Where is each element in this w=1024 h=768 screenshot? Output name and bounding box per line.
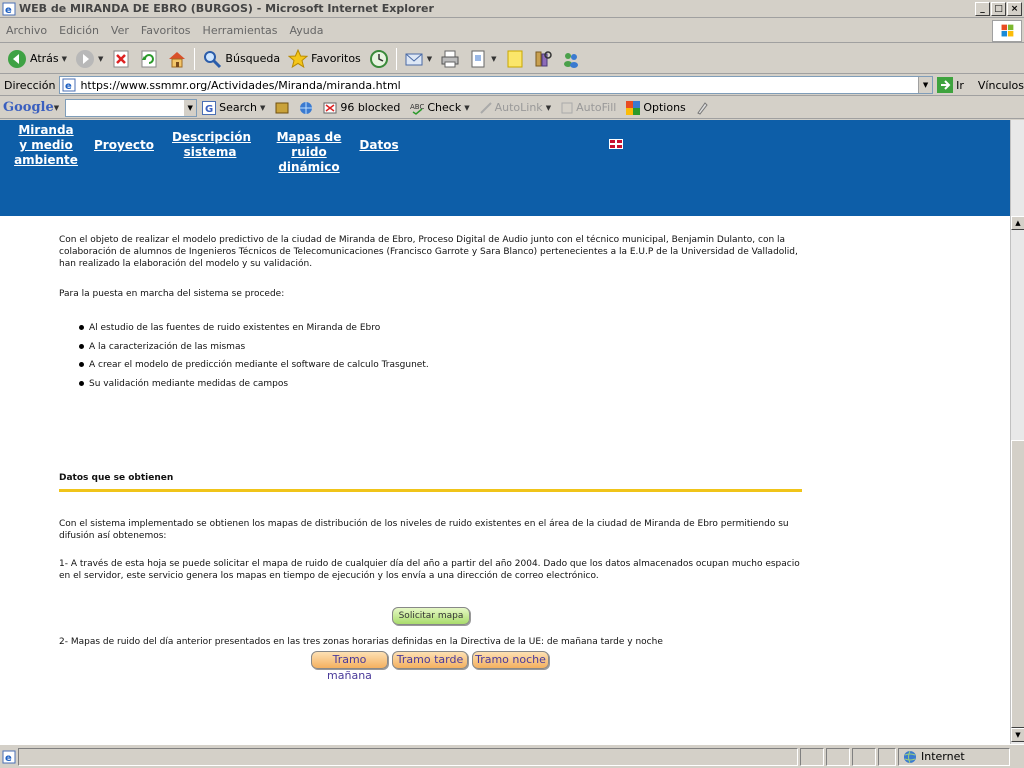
mail-icon bbox=[404, 49, 424, 69]
google-options-icon bbox=[626, 101, 640, 115]
spellcheck-button[interactable]: ABC Check ▼ bbox=[410, 101, 470, 114]
chevron-down-icon[interactable]: ▼ bbox=[918, 77, 932, 93]
list-item: A la caracterización de las mismas bbox=[59, 341, 429, 360]
menu-ver[interactable]: Ver bbox=[110, 24, 129, 37]
stop-button[interactable] bbox=[107, 47, 135, 71]
print-button[interactable] bbox=[436, 47, 464, 71]
search-button[interactable]: Búsqueda bbox=[198, 47, 284, 71]
chevron-down-icon[interactable]: ▼ bbox=[98, 54, 104, 63]
svg-text:e: e bbox=[65, 81, 73, 92]
window-title: WEB de MIRANDA DE EBRO (BURGOS) - Microsoft Internet Explorer bbox=[19, 2, 434, 15]
list-item: Al estudio de las fuentes de ruido existentes en Miranda de Ebro bbox=[59, 322, 429, 341]
svg-text:G: G bbox=[205, 103, 214, 115]
menu-ayuda[interactable]: Ayuda bbox=[289, 24, 324, 37]
scrollbar-thumb[interactable] bbox=[1011, 440, 1024, 728]
google-toolbar bbox=[0, 97, 1024, 119]
autolink-button[interactable]: AutoLink ▼ bbox=[475, 101, 556, 114]
status-cell bbox=[878, 748, 896, 766]
globe-icon bbox=[903, 750, 917, 764]
nav-datos[interactable]: Datos bbox=[359, 138, 399, 152]
status-cell bbox=[800, 748, 824, 766]
web-page bbox=[0, 120, 1010, 744]
vertical-scrollbar[interactable] bbox=[1010, 120, 1024, 744]
mail-button[interactable] bbox=[400, 47, 436, 71]
svg-text:ABC: ABC bbox=[410, 102, 425, 111]
chevron-down-icon[interactable]: ▼ bbox=[53, 103, 60, 112]
item-1-text: 1- A través de esta hoja se puede solicitar el mapa de ruido de cualquier día del año a partir del año 2004. Dado que los datos almacenados ocupan mucho espacio en el servidor, este servicio genera los mapas en tiempo de ejecución y los envía a una dirección de correo electrónico. bbox=[59, 559, 800, 581]
back-button[interactable]: Atrás ▼ bbox=[3, 47, 71, 71]
popup-blocker-button[interactable]: 96 blocked bbox=[318, 101, 405, 115]
night-button[interactable]: Tramo noche bbox=[472, 651, 549, 669]
notes-button[interactable] bbox=[501, 47, 529, 71]
security-zone: Internet bbox=[898, 748, 1010, 766]
data-intro: Con el sistema implementado se obtienen los mapas de distribución de los niveles de ruido existentes en el área de la ciudad de Miranda de Ebro permitiendo su difusión así obtenemos: bbox=[59, 519, 789, 541]
status-bar bbox=[0, 744, 1024, 768]
nav-mapas[interactable]: Mapas de ruido dinámico bbox=[276, 130, 342, 174]
refresh-icon bbox=[139, 49, 159, 69]
chevron-down-icon[interactable]: ▼ bbox=[184, 100, 196, 116]
chevron-down-icon[interactable]: ▼ bbox=[61, 54, 68, 63]
links-button[interactable]: Vínculos bbox=[977, 78, 1024, 92]
chevron-down-icon[interactable]: ▼ bbox=[545, 103, 552, 112]
refresh-button[interactable] bbox=[135, 47, 163, 71]
afternoon-button[interactable]: Tramo tarde bbox=[392, 651, 468, 669]
pagerank-button[interactable] bbox=[294, 101, 318, 115]
page-status-icon bbox=[2, 750, 16, 764]
menu-favoritos[interactable]: Favoritos bbox=[140, 24, 191, 37]
close-button[interactable]: × bbox=[1007, 2, 1022, 16]
research-button[interactable] bbox=[529, 47, 557, 71]
standard-toolbar bbox=[0, 44, 1024, 74]
address-label: Dirección bbox=[4, 78, 56, 92]
page-icon bbox=[62, 78, 76, 92]
messenger-button[interactable] bbox=[557, 47, 585, 71]
status-cell bbox=[826, 748, 850, 766]
svg-text:e: e bbox=[5, 4, 12, 16]
scroll-up-arrow-icon[interactable]: ▲ bbox=[1011, 216, 1024, 230]
url-text[interactable]: https://www.ssmmr.org/Actividades/Miranda/miranda.html bbox=[80, 78, 401, 92]
messenger-icon bbox=[561, 49, 581, 69]
news-button[interactable] bbox=[270, 101, 294, 115]
svg-text:e: e bbox=[5, 752, 12, 764]
google-logo[interactable]: Google bbox=[3, 100, 54, 115]
menu-herramientas[interactable]: Herramientas bbox=[202, 24, 278, 37]
list-item: A crear el modelo de predicción mediante el software de calculo Trasgunet. bbox=[59, 359, 429, 378]
pencil-icon bbox=[696, 101, 708, 115]
item-2-text: 2- Mapas de ruido del día anterior presentados en las tres zonas horarias definidas en la Directiva de la UE: de mañana tarde y noche bbox=[59, 637, 663, 647]
site-header bbox=[0, 120, 1010, 216]
nav-miranda[interactable]: Miranda y medio ambiente bbox=[14, 123, 78, 167]
toolbar-separator bbox=[396, 48, 397, 70]
steps-intro: Para la puesta en marcha del sistema se procede: bbox=[59, 289, 285, 299]
print-icon bbox=[440, 49, 460, 69]
english-flag-icon[interactable] bbox=[609, 139, 623, 149]
edit-page-icon bbox=[468, 49, 488, 69]
forward-arrow-icon bbox=[75, 49, 95, 69]
menu-edicion[interactable]: Edición bbox=[59, 24, 99, 37]
go-button[interactable]: Ir bbox=[937, 77, 964, 93]
windows-logo-icon bbox=[992, 20, 1022, 42]
star-icon bbox=[288, 49, 308, 69]
section-title: Datos que se obtienen bbox=[59, 473, 174, 483]
forward-button[interactable] bbox=[71, 47, 107, 71]
popup-blocker-icon bbox=[323, 101, 337, 115]
chevron-down-icon[interactable]: ▼ bbox=[426, 54, 433, 63]
highlight-button[interactable] bbox=[691, 101, 713, 115]
research-icon bbox=[533, 49, 553, 69]
request-map-button[interactable]: Solicitar mapa bbox=[392, 607, 470, 625]
nav-descripcion[interactable]: Descripción sistema bbox=[172, 130, 251, 159]
spellcheck-icon bbox=[410, 101, 424, 115]
news-icon bbox=[275, 101, 289, 115]
edit-button[interactable] bbox=[464, 47, 500, 71]
status-text bbox=[18, 748, 798, 766]
globe-icon bbox=[299, 101, 313, 115]
google-search-button[interactable]: G Search ▼ bbox=[197, 101, 270, 115]
menu-bar bbox=[0, 19, 1024, 43]
options-button[interactable]: Options bbox=[621, 101, 690, 115]
home-button[interactable] bbox=[163, 47, 191, 71]
home-icon bbox=[167, 49, 187, 69]
history-button[interactable] bbox=[365, 47, 393, 71]
list-item: Su validación mediante medidas de campos bbox=[59, 378, 429, 397]
go-arrow-icon bbox=[937, 77, 953, 93]
menu-archivo[interactable]: Archivo bbox=[6, 24, 48, 37]
chevron-down-icon[interactable]: ▼ bbox=[259, 103, 266, 112]
morning-button[interactable]: Tramo mañana bbox=[311, 651, 388, 669]
address-input[interactable] bbox=[59, 76, 933, 94]
search-icon bbox=[202, 49, 222, 69]
intro-text: Con el objeto de realizar el modelo predictivo de la ciudad de Miranda de Ebro, Proceso Digital de Audio junto con el técnico municipal, Benjamin Dulanto, con la colaboración de alumnos de Ingenieros Técnicos de Telecomunicaciones (Francisco Garrote y Sara Blanco) pertenecientes a la E.U.P de la Universidad de Valladolid, han realizado la elaboración del modelo y su validación. bbox=[59, 235, 798, 269]
section-divider bbox=[59, 489, 802, 492]
google-search-input[interactable] bbox=[65, 99, 197, 117]
address-bar bbox=[0, 75, 1024, 96]
title-bar bbox=[0, 0, 1024, 18]
back-arrow-icon bbox=[7, 49, 27, 69]
autolink-icon bbox=[480, 102, 492, 114]
status-cell bbox=[852, 748, 876, 766]
autofill-icon bbox=[561, 102, 573, 114]
scroll-down-arrow-icon[interactable]: ▼ bbox=[1011, 728, 1024, 742]
favorites-button[interactable]: Favoritos bbox=[284, 47, 365, 71]
maximize-button[interactable]: □ bbox=[991, 2, 1006, 16]
autofill-button[interactable]: AutoFill bbox=[556, 101, 621, 114]
stop-icon bbox=[111, 49, 131, 69]
steps-list bbox=[59, 322, 429, 396]
note-icon bbox=[505, 49, 525, 69]
toolbar-separator bbox=[194, 48, 195, 70]
chevron-down-icon[interactable]: ▼ bbox=[464, 103, 470, 112]
google-g-icon bbox=[202, 101, 216, 115]
nav-proyecto[interactable]: Proyecto bbox=[93, 138, 154, 152]
history-icon bbox=[369, 49, 389, 69]
minimize-button[interactable]: _ bbox=[975, 2, 990, 16]
chevron-down-icon[interactable]: ▼ bbox=[491, 54, 497, 63]
ie-icon bbox=[2, 2, 16, 16]
